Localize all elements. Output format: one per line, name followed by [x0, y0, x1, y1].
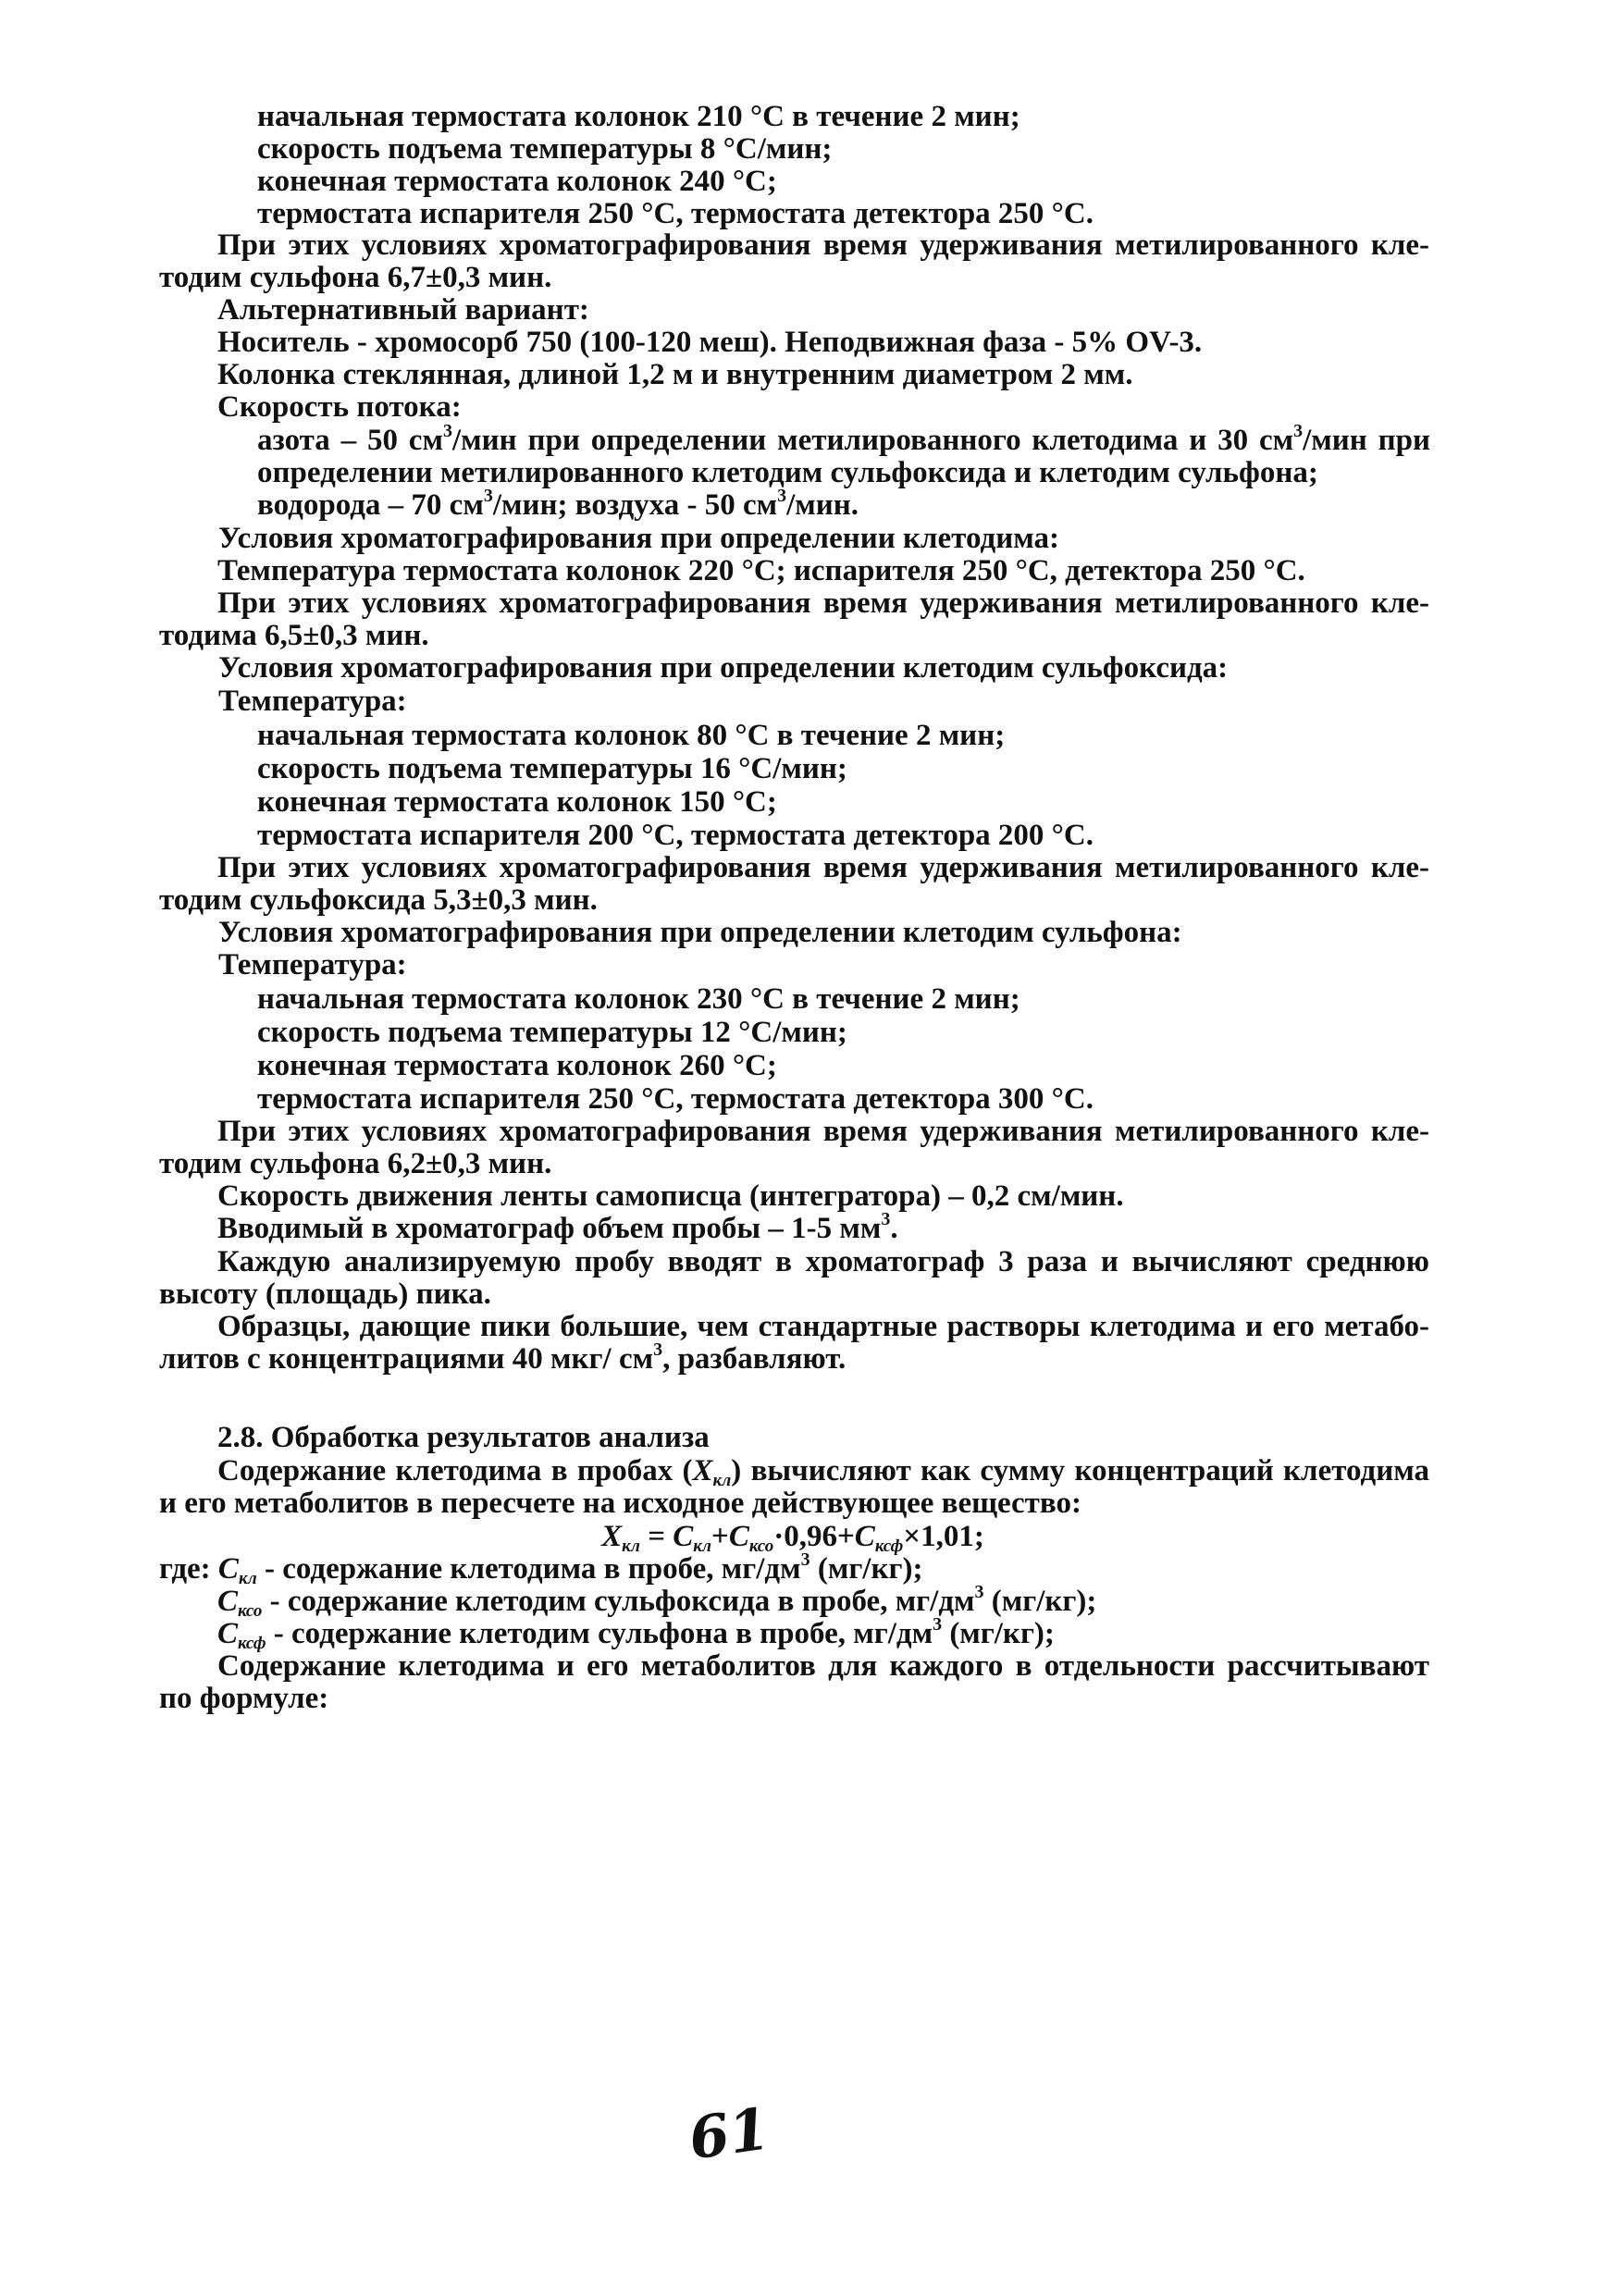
text-line: Скорость движения ленты самописца (интегратора) – 0,2 см/мин.	[217, 1179, 1124, 1213]
text-fragment: .	[890, 1212, 898, 1245]
text-line: термостата испарителя 200 °С, термостата детектора 200 °С.	[257, 819, 1094, 852]
text-fragment: водорода – 70 см	[257, 488, 484, 522]
text-line: тодима 6,5±0,3 мин.	[159, 619, 429, 652]
text-line: Условия хроматографирования при определении клетодима:	[218, 522, 1059, 555]
text-line: начальная термостата колонок 80 °С в течение 2 мин;	[257, 719, 1006, 752]
text-line: определении метилированного клетодим сульфоксида и клетодим сульфона;	[257, 456, 1318, 489]
text-fragment: (мг/кг);	[983, 1585, 1097, 1618]
text-line: начальная термостата колонок 230 °С в течение 2 мин;	[257, 982, 1020, 1016]
text-line: При этих условиях хроматографирования время удерживания метилированного кле-	[217, 586, 1429, 620]
text-line: конечная термостата колонок 260 °С;	[257, 1049, 777, 1082]
subscript: ксо	[238, 1601, 263, 1621]
formula-var: C	[854, 1520, 875, 1553]
text-line: Каждую анализируемую пробу вводят в хроматограф 3 раза и вычисляют среднюю	[217, 1245, 1429, 1278]
text-line: Образцы, дающие пики большие, чем стандартные растворы клетодима и его метабо-	[217, 1310, 1429, 1343]
subscript: кл	[712, 1471, 732, 1490]
formula-var: X	[601, 1520, 623, 1553]
subscript: кл	[693, 1537, 712, 1556]
page-number: 61	[685, 2094, 773, 2173]
text-line: Условия хроматографирования при определении клетодим сульфона:	[218, 916, 1182, 949]
text-line: Содержание клетодима и его метаболитов для каждого в отдельности рассчитывают	[217, 1649, 1429, 1683]
text-line: и его метаболитов в пересчете на исходное действующее вещество:	[159, 1487, 1081, 1520]
text-line: скорость подъема температуры 8 °С/мин;	[257, 132, 833, 166]
text-line: При этих условиях хроматографирования время удерживания метилированного кле-	[217, 1115, 1429, 1148]
text-line: скорость подъема температуры 12 °С/мин;	[257, 1016, 847, 1049]
text-fragment: Вводимый в хроматограф объем пробы – 1-5 мм	[217, 1212, 882, 1245]
text-line: При этих условиях хроматографирования время удерживания метилированного кле-	[217, 851, 1429, 884]
text-fragment: ) вычисляют как сумму концентраций клетодима	[731, 1454, 1429, 1487]
where-line	[217, 1615, 1055, 1652]
formula-op: ·0,96+	[773, 1520, 855, 1553]
flow-nitrogen-line	[257, 422, 1430, 459]
superscript: 3	[881, 1209, 891, 1229]
superscript: 3	[483, 486, 493, 506]
text-fragment: - содержание клетодима в пробе, мг/дм	[256, 1552, 801, 1586]
superscript: 3	[933, 1614, 943, 1635]
formula-op: =	[639, 1520, 674, 1553]
superscript: 3	[777, 486, 787, 506]
subscript: ксф	[238, 1634, 266, 1653]
text-fragment: где:	[159, 1552, 218, 1586]
text-fragment: (мг/кг);	[942, 1617, 1055, 1650]
where-line	[217, 1583, 1096, 1620]
text-line: термостата испарителя 250 °С, термостата детектора 300 °С.	[257, 1082, 1094, 1116]
subscript: кл	[238, 1569, 257, 1588]
variable: X	[692, 1454, 713, 1487]
text-line: тодим сульфона 6,7±0,3 мин.	[159, 261, 552, 294]
text-line: Колонка стеклянная, длиной 1,2 м и внутренним диаметром 2 мм.	[217, 358, 1133, 391]
where-line	[159, 1550, 922, 1587]
concentrations-line	[159, 1340, 846, 1377]
text-line: Условия хроматографирования при определении клетодим сульфоксида:	[218, 651, 1229, 685]
text-fragment: /мин; воздуха - 50 см	[492, 488, 778, 522]
section-heading: 2.8. Обработка результатов анализа	[217, 1421, 710, 1454]
formula-op: ×1,01;	[903, 1520, 984, 1553]
superscript: 3	[974, 1582, 984, 1602]
subscript: ксф	[874, 1537, 904, 1556]
text-line: тодим сульфоксида 5,3±0,3 мин.	[159, 883, 598, 917]
text-fragment: Содержание клетодима в пробах (	[217, 1454, 693, 1487]
text-fragment: (мг/кг);	[810, 1552, 923, 1586]
subscript: ксо	[748, 1537, 774, 1556]
text-line: тодим сульфона 6,2±0,3 мин.	[159, 1147, 552, 1180]
text-line: термостата испарителя 250 °С, термостата детектора 250 °С.	[257, 197, 1094, 230]
sum-definition-line	[217, 1452, 1429, 1489]
text-fragment: - содержание клетодим сульфоксида в пробе, мг/дм	[262, 1585, 975, 1618]
text-line: Температура:	[218, 948, 407, 981]
formula-var: C	[217, 1617, 239, 1650]
text-line: Альтернативный вариант:	[217, 293, 589, 327]
sample-volume-line	[217, 1210, 898, 1247]
text-fragment: , разбавляют.	[662, 1342, 847, 1376]
text-line: Температура термостата колонок 220 °С; испарителя 250 °С, детектора 250 °С.	[217, 554, 1305, 587]
text-line: Температура:	[218, 685, 407, 718]
text-line: высоту (площадь) пика.	[159, 1278, 491, 1311]
formula-var: C	[673, 1520, 694, 1553]
formula-op: +	[711, 1520, 729, 1553]
text-fragment: /мин при определении метилированного клетодима и 30 см	[451, 424, 1294, 457]
text-line: конечная термостата колонок 150 °С;	[257, 785, 777, 819]
text-line: Скорость потока:	[217, 390, 462, 424]
superscript: 3	[800, 1549, 810, 1570]
text-fragment: /мин.	[786, 488, 859, 522]
superscript: 3	[653, 1339, 663, 1360]
text-line: конечная термостата колонок 240 °С;	[257, 165, 777, 198]
text-line: При этих условиях хроматографирования время удерживания метилированного кле-	[217, 228, 1429, 262]
superscript: 3	[442, 421, 452, 441]
text-fragment: азота – 50 см	[257, 424, 443, 457]
text-line: по формуле:	[159, 1682, 329, 1715]
formula-var: C	[728, 1520, 749, 1553]
text-line: начальная термостата колонок 210 °С в течение 2 мин;	[257, 100, 1020, 133]
formula-var: C	[217, 1585, 239, 1618]
text-fragment: - содержание клетодим сульфона в пробе, мг/дм	[266, 1617, 933, 1650]
text-line: Носитель - хромосорб 750 (100-120 меш). Неподвижная фаза - 5% OV-3.	[217, 326, 1203, 359]
text-fragment: литов с концентрациями 40 мкг/ см	[159, 1342, 654, 1376]
text-fragment: /мин при	[1303, 424, 1430, 457]
formula-var: C	[217, 1552, 239, 1586]
text-line: скорость подъема температуры 16 °С/мин;	[257, 752, 847, 785]
flow-hydrogen-line	[257, 487, 859, 524]
superscript: 3	[1293, 421, 1304, 441]
subscript: кл	[622, 1537, 640, 1556]
formula	[159, 1518, 1427, 1555]
